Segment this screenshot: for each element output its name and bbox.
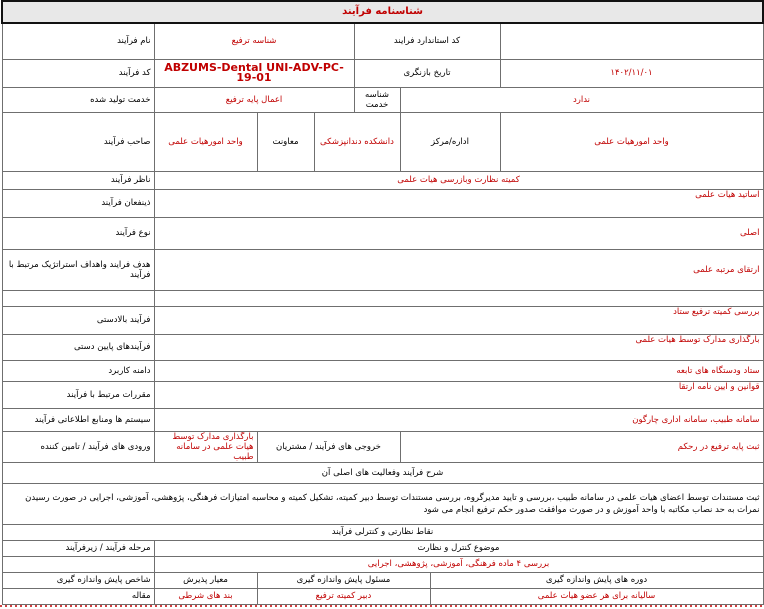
office-label: اداره/مرکز bbox=[400, 112, 500, 171]
article-responsible: دبیر کمیته ترفیع bbox=[257, 588, 430, 604]
owner-value: واحد امورهیات علمی bbox=[154, 112, 257, 171]
blank-cell bbox=[2, 290, 154, 306]
downstream-label: فرآیندهای پایین دستی bbox=[2, 334, 154, 360]
process-name-label: نام فرآیند bbox=[2, 23, 154, 59]
downstream-value: بارگذاری مدارک توسط هیات علمی bbox=[154, 334, 763, 360]
blank-cell bbox=[2, 556, 154, 572]
systems-value: سامانه طبیب، سامانه اداری چارگون bbox=[154, 408, 763, 431]
faculty-value: دانشکده دندانپزشکی bbox=[314, 112, 400, 171]
period-label: دوره های پایش واندازه گیری bbox=[430, 572, 763, 588]
description-text: ثبت مستندات توسط اعضای هیات علمی در سامانه طبیب ،بررسی و تایید مدیرگروه، بررسی مستندات توسط دبیر کمیته، تشکیل کمیته و محاسبه امتیازات فرهنگی، پژوهشی، آموزشی، اجرایی در صورت رسیدن نمرات به حد نصاب مکاتبه با واحد آموزش و در صورت موافقت صدور حکم ترفیع انجام می شود bbox=[2, 483, 763, 524]
supervisor-label: ناظر فرآیند bbox=[2, 171, 154, 189]
process-code-label: کد فرآیند bbox=[2, 59, 154, 87]
review-date-label: تاریخ بازنگری bbox=[354, 59, 500, 87]
service-id-label: شناسه خدمت bbox=[354, 87, 400, 112]
outputs-value: ثبت پایه ترفیع در رحکم bbox=[400, 431, 763, 462]
systems-label: سیستم ها ومنابع اطلاعاتی فرآیند bbox=[2, 408, 154, 431]
stakeholders-value: اساتید هیات علمی bbox=[154, 189, 763, 217]
description-header: شرح فرآیند وفعالیت های اصلی آن bbox=[2, 462, 763, 483]
article-label: مقاله bbox=[2, 588, 154, 604]
process-identity-table bbox=[1, 0, 764, 605]
goal-label: هدف فرایند واهداف استراتژیک مرتبط با فرآیند bbox=[2, 249, 154, 290]
supervisor-value: کمیته نظارت وبازرسی هیات علمی bbox=[154, 171, 763, 189]
page-cut-decoration bbox=[0, 603, 764, 609]
scope-label: دامنه کاربرد bbox=[2, 360, 154, 381]
upstream-label: فرآیند بالادستی bbox=[2, 306, 154, 334]
stakeholders-label: ذینفعان فرآیند bbox=[2, 189, 154, 217]
process-name-value: شناسه ترفیع bbox=[154, 23, 354, 59]
service-id-value: ندارد bbox=[400, 87, 763, 112]
regulations-label: مقررات مرتبط با فرآیند bbox=[2, 381, 154, 408]
upstream-value: بررسی کمیته ترفیع ستاد bbox=[154, 306, 763, 334]
process-code-value: ABZUMS-Dental UNI-ADV-PC-19-01 bbox=[154, 59, 354, 87]
office-value: واحد امورهیات علمی bbox=[500, 112, 763, 171]
service-label: خدمت تولید شده bbox=[2, 87, 154, 112]
type-value: اصلی bbox=[154, 217, 763, 249]
responsible-label: مسئول پایش واندازه گیری bbox=[257, 572, 430, 588]
standard-code-value bbox=[500, 23, 763, 59]
type-label: نوع فرآیند bbox=[2, 217, 154, 249]
scope-value: ستاد ودستگاه های تابعه bbox=[154, 360, 763, 381]
goal-value: ارتقای مرتبه علمی bbox=[154, 249, 763, 290]
control-topic-label: موضوع کنترل و نظارت bbox=[154, 540, 763, 556]
service-value: اعمال پایه ترفیع bbox=[154, 87, 354, 112]
owner-label: صاحب فرآیند bbox=[2, 112, 154, 171]
stage-label: مرحله فرآیند / زیرفرآیند bbox=[2, 540, 154, 556]
outputs-label: خروجی های فرآیند / مشتریان bbox=[257, 431, 400, 462]
control-topic-value: بررسی ۴ ماده فرهنگی، آموزشی، پژوهشی، اجرایی bbox=[154, 556, 763, 572]
control-points-header: نقاط نظارتی و کنترلی فرآیند bbox=[2, 524, 763, 540]
inputs-label: ورودی های فرآیند / تامین کننده bbox=[2, 431, 154, 462]
article-period: سالیانه برای هر عضو هیات علمی bbox=[430, 588, 763, 604]
standard-code-label: کد استاندارد فرایند bbox=[354, 23, 500, 59]
document-title: شناسنامه فرآیند bbox=[2, 1, 763, 23]
blank-cell bbox=[154, 290, 763, 306]
regulations-value: قوانین و آیین نامه ارتقا bbox=[154, 381, 763, 408]
article-condition: بند های شرطی bbox=[154, 588, 257, 604]
inputs-value: بارگذاری مدارک توسط هیات علمی در سامانه طبیب bbox=[154, 431, 257, 462]
review-date-value: ۱۴۰۲/۱۱/۰۱ bbox=[500, 59, 763, 87]
deputy-label: معاونت bbox=[257, 112, 314, 171]
criterion-label: معیار پذیرش bbox=[154, 572, 257, 588]
indicator-label: شاخص پایش واندازه گیری bbox=[2, 572, 154, 588]
